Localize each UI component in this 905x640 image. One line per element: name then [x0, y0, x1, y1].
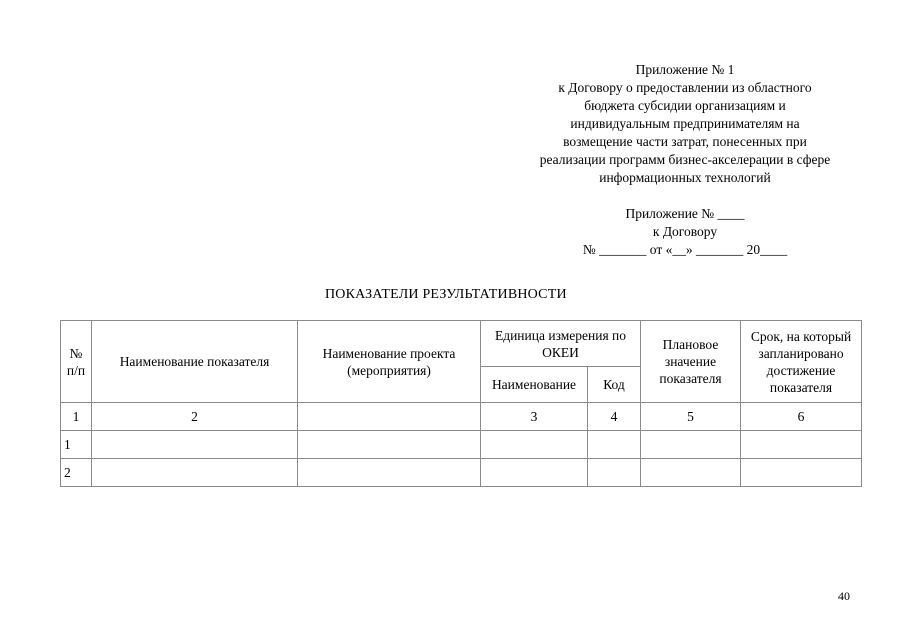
row-deadline — [741, 431, 862, 459]
appendix-line: реализации программ бизнес-акселерации в сфере — [539, 152, 831, 167]
appendix-header — [515, 61, 855, 259]
indicators-table — [60, 320, 862, 487]
appendix-line: возмещение части затрат, понесенных при — [563, 134, 807, 149]
index-cell: 2 — [92, 403, 298, 431]
appendix-line: бюджета субсидии организациям и — [584, 98, 786, 113]
appendix-line: индивидуальным предпринимателям на — [570, 116, 800, 131]
header-row — [61, 321, 862, 367]
index-cell: 6 — [741, 403, 862, 431]
header-unit-name: Наименование — [481, 367, 588, 403]
appendix-line: Приложение № 1 — [635, 62, 735, 77]
page-number: 40 — [838, 589, 850, 603]
appendix-line: информационных технологий — [599, 170, 771, 185]
contract-reference: к Договору — [652, 224, 718, 239]
index-cell: 5 — [641, 403, 741, 431]
table-row — [61, 431, 862, 459]
appendix-line: к Договору о предоставлении из областного — [558, 80, 812, 95]
index-cell: 4 — [588, 403, 641, 431]
table-row — [61, 459, 862, 487]
index-cell: 1 — [61, 403, 92, 431]
index-cell: 3 — [481, 403, 588, 431]
row-indicator — [92, 431, 298, 459]
row-unit-name — [481, 431, 588, 459]
header-planned-value: Плановое значение показателя — [641, 321, 741, 403]
row-unit-code — [588, 459, 641, 487]
row-project — [298, 431, 481, 459]
header-unit-group: Единица измерения по ОКЕИ — [481, 321, 641, 367]
contract-number-date: № _______ от «__» _______ 20____ — [582, 242, 788, 257]
header-unit-code: Код — [588, 367, 641, 403]
index-row — [61, 403, 862, 431]
section-title: ПОКАЗАТЕЛИ РЕЗУЛЬТАТИВНОСТИ — [325, 287, 567, 302]
header-indicator-name: Наименование показателя — [92, 321, 298, 403]
row-number: 1 — [61, 431, 92, 459]
row-unit-name — [481, 459, 588, 487]
row-planned — [641, 459, 741, 487]
row-project — [298, 459, 481, 487]
index-cell — [298, 403, 481, 431]
row-planned — [641, 431, 741, 459]
header-deadline: Срок, на который запланировано достижение показателя — [741, 321, 862, 403]
header-project-name: Наименование проекта (мероприятия) — [298, 321, 481, 403]
row-number: 2 — [61, 459, 92, 487]
row-indicator — [92, 459, 298, 487]
header-number: № п/п — [61, 321, 92, 403]
contract-appendix-number: Приложение № ____ — [625, 206, 745, 221]
row-unit-code — [588, 431, 641, 459]
spacer — [515, 187, 855, 205]
row-deadline — [741, 459, 862, 487]
